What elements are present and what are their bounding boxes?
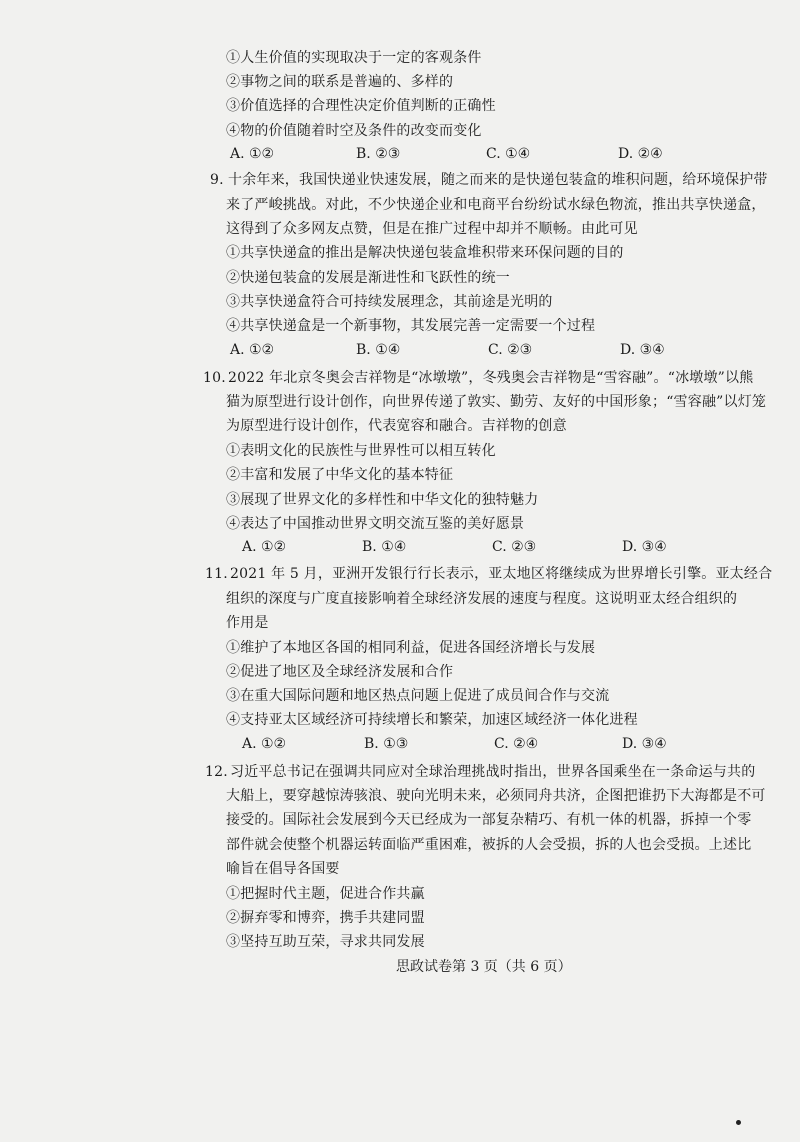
q9-stem-line-1: 十余年来，我国快递业快速发展，随之而来的是快递包装盒的堆积问题，给环境保护带 — [228, 172, 768, 188]
q8-option-4: ④物的价值随着时空及条件的改变而变化 — [226, 123, 482, 139]
q10-option-4: ④表达了中国推动世界文明交流互鉴的美好愿景 — [226, 516, 525, 532]
q11-stem-line-2: 组织的深度与广度直接影响着全球经济发展的速度与程度。这说明亚太经合组织的 — [226, 591, 738, 607]
q12-number: 12. — [205, 764, 228, 780]
q10-stem-line-3: 为原型进行设计创作，代表宽容和融合。吉祥物的创意 — [226, 418, 567, 434]
q11-stem-line-3: 作用是 — [226, 615, 269, 631]
q12-stem-line-2: 大船上，要穿越惊涛骇浪、驶向光明未来，必须同舟共济，企图把谁扔下大海都是不可 — [226, 788, 766, 804]
q11-choice-a: A. ①② — [242, 736, 287, 752]
q11-choice-c: C. ②④ — [494, 736, 539, 752]
q8-option-2: ②事物之间的联系是普遍的、多样的 — [226, 74, 454, 90]
q12-stem-line-3: 接受的。国际社会发展到今天已经成为一部复杂精巧、有机一体的机器，拆掉一个零 — [226, 812, 752, 828]
q10-choices — [230, 539, 700, 559]
q10-choice-a: A. ①② — [242, 539, 287, 555]
q9-option-3: ③共享快递盒符合可持续发展理念，其前途是光明的 — [226, 294, 553, 310]
q9-choice-d: D. ③④ — [620, 342, 665, 358]
q10-choice-d: D. ③④ — [622, 539, 667, 555]
q11-choice-b: B. ①③ — [364, 736, 409, 752]
q8-option-3: ③价值选择的合理性决定价值判断的正确性 — [226, 98, 496, 114]
q9-stem-line-3: 这得到了众多网友点赞，但是在推广过程中却并不顺畅。由此可见 — [226, 221, 638, 237]
q12-stem-line-1: 习近平总书记在强调共同应对全球治理挑战时指出，世界各国乘坐在一条命运与共的 — [230, 764, 756, 780]
q9-option-2: ②快递包装盒的发展是渐进性和飞跃性的统一 — [226, 270, 510, 286]
q10-option-2: ②丰富和发展了中华文化的基本特征 — [226, 467, 454, 483]
q8-option-1: ①人生价值的实现取决于一定的客观条件 — [226, 50, 482, 66]
q11-option-3: ③在重大国际问题和地区热点问题上促进了成员间合作与交流 — [226, 688, 610, 704]
q12-option-2: ②摒弃零和博弈，携手共建同盟 — [226, 910, 425, 926]
q11-stem-line-1: 2021 年 5 月，亚洲开发银行行长表示，亚太地区将继续成为世界增长引擎。亚太经合 — [230, 566, 773, 582]
q8-choice-b: B. ②③ — [356, 146, 401, 162]
q11-option-1: ①维护了本地区各国的相同利益，促进各国经济增长与发展 — [226, 640, 596, 656]
q10-choice-c: C. ②③ — [492, 539, 537, 555]
q10-option-1: ①表明文化的民族性与世界性可以相互转化 — [226, 443, 496, 459]
q12-option-3: ③坚持互助互荣，寻求共同发展 — [226, 934, 425, 950]
q9-choice-c: C. ②③ — [488, 342, 533, 358]
q9-stem-line-2: 来了严峻挑战。对此，不少快递企业和电商平台纷纷试水绿色物流，推出共享快递盒， — [226, 197, 766, 213]
page-footer: 思政试卷第 3 页（共 6 页） — [396, 959, 572, 975]
q8-choice-a: A. ①② — [230, 146, 275, 162]
q9-choices — [230, 342, 700, 362]
q10-option-3: ③展现了世界文化的多样性和中华文化的独特魅力 — [226, 492, 539, 508]
q12-stem-line-5: 喻旨在倡导各国要 — [226, 861, 340, 877]
q9-option-4: ④共享快递盒是一个新事物，其发展完善一定需要一个过程 — [226, 318, 596, 334]
q11-choices — [230, 736, 700, 756]
q11-number: 11. — [205, 566, 228, 582]
scan-speck — [736, 1120, 741, 1125]
q9-choice-a: A. ①② — [230, 342, 275, 358]
q11-option-2: ②促进了地区及全球经济发展和合作 — [226, 664, 454, 680]
q10-number: 10. — [203, 370, 226, 386]
q9-choice-b: B. ①④ — [356, 342, 401, 358]
q9-number: 9. — [210, 172, 224, 188]
q8-choice-d: D. ②④ — [618, 146, 663, 162]
q12-stem-line-4: 部件就会使整个机器运转面临严重困难，被拆的人会受损，拆的人也会受损。上述比 — [226, 837, 752, 853]
q10-stem-line-2: 猫为原型进行设计创作，向世界传递了敦实、勤劳、友好的中国形象；“雪容融”以灯笼 — [226, 394, 767, 410]
q11-choice-d: D. ③④ — [622, 736, 667, 752]
q8-choice-c: C. ①④ — [486, 146, 531, 162]
q12-option-1: ①把握时代主题，促进合作共赢 — [226, 886, 425, 902]
q10-stem-line-1: 2022 年北京冬奥会吉祥物是“冰墩墩”，冬残奥会吉祥物是“雪容融”。“冰墩墩”以熊 — [228, 370, 754, 386]
q9-option-1: ①共享快递盒的推出是解决快递包装盒堆积带来环保问题的目的 — [226, 245, 624, 261]
q11-option-4: ④支持亚太区域经济可持续增长和繁荣，加速区域经济一体化进程 — [226, 712, 638, 728]
q10-choice-b: B. ①④ — [362, 539, 407, 555]
q8-choices — [230, 146, 700, 166]
